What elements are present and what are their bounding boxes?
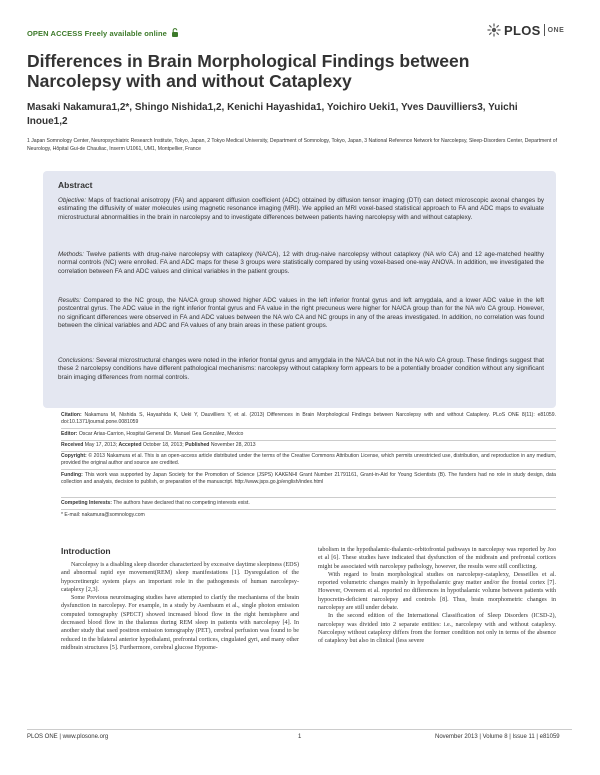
footer-divider (27, 729, 572, 730)
competing-interests (61, 500, 556, 507)
funding (61, 472, 556, 486)
accepted-label: Accepted (118, 442, 142, 448)
logo-sub: ONE (547, 26, 565, 34)
divider (61, 428, 556, 429)
citation (61, 412, 556, 426)
divider (61, 497, 556, 498)
published-label: Published (185, 442, 210, 448)
paragraph: tabolism in the hypothalamic-thalamic-orbitofrontal pathways in narcolepsy was reported by Joo et al [6]. These studies have indicated that dysfunction of the midbrain and prefrontal cortices might be associated with narcolepsy pathology, however, the results were still conflicting. (318, 547, 556, 570)
article-title: Differences in Brain Morphological Findings between Narcolepsy with and without Cataplexy (27, 51, 470, 91)
editor-label: Editor: (61, 431, 78, 437)
objective-text: Maps of fractional anisotropy (FA) and apparent diffusion coefficient (ADC) obtained by diffusion tensor imaging (DTI) can detect microscopic axonal changes by estimating the diffusivity of water molecules using magnetic resonance imaging (MRI). We applied an MRI voxel-based statistical approach to FA and ADC maps to evaluate microstructural abnormalities in the brain in narcolepsy and to investigate differences between patients having narcolepsy with and without cataplexy. (58, 197, 545, 221)
divider (61, 469, 556, 470)
conclusions-label: Conclusions: (58, 357, 95, 364)
abstract-results (58, 297, 544, 330)
open-access-banner (27, 28, 179, 38)
received-label: Received (61, 442, 84, 448)
abstract-objective (58, 197, 544, 222)
intro-heading: Introduction (61, 546, 111, 556)
footer-journal[interactable]: PLOS ONE | www.plosone.org (27, 734, 109, 740)
editor-text: Oscar Arias-Carrion, Hospital General Dr. Manuel Gea González, Mexico (78, 431, 244, 437)
results-label: Results: (58, 297, 81, 304)
methods-label: Methods: (58, 251, 84, 258)
logo-word: PLOS (504, 22, 541, 38)
abstract-box (43, 171, 556, 408)
open-lock-icon (171, 28, 179, 37)
divider (61, 440, 556, 441)
intro-right-column (318, 546, 556, 646)
abstract-methods (58, 251, 544, 276)
copyright-label: Copyright: (61, 453, 87, 459)
intro-left-column (61, 561, 299, 652)
affiliations: 1 Japan Somnology Center, Neuropsychiatric Research Institute, Tokyo, Japan, 2 Tokyo Medical University, Department of Somnology, Tokyo, Japan, 3 National Reference Network for Narcolepsy, Sleep-Disorders Center, Department of Neurology, Hôpital Gui-de Chauliac, Inserm U1061, UM1, Montpellier, France (27, 138, 558, 152)
conclusions-text: Several microstructural changes were noted in the inferior frontal gyrus and amygdala in the NA/CA but not in the NA w/o CA group. These findings suggest that these 2 narcolepsy conditions have different pathological mechanisms: narcolepsy without cataplexy form appears to be a potentially broader condition without any significant brain imaging differences from normal controls. (58, 357, 545, 381)
abstract-heading: Abstract (58, 180, 93, 190)
methods-text: Twelve patients with drug-naive narcolepsy with cataplexy (NA/CA), 12 with drug-naive narcolepsy without cataplexy (NA w/o CA) and 12 age-matched healthy normal controls (NC) were enrolled. FA and ADC maps for these 3 groups were statistically compared by using voxel-based one-way ANOVA. In addition, we investigated the correlation between FA and ADC values and clinical variables in the patient groups. (58, 251, 544, 275)
published-date: November 28, 2013 (210, 442, 256, 448)
author-list: Masaki Nakamura1,2*, Shingo Nishida1,2, Kenichi Hayashida1, Yoichiro Ueki1, Yves Dauvilliers3, Yuichi Inoue1,2 (27, 102, 518, 127)
citation-label: Citation: (61, 412, 82, 418)
objective-label: Objective: (58, 197, 86, 204)
editor (61, 431, 556, 438)
corresponding-email[interactable]: * E-mail: nakamura@somnology.com (61, 512, 145, 518)
paragraph: Some Previous neuroimaging studies have attempted to clarify the mechanisms of the brain dysfunction in narcolepsy. For example, in a study by Asenbaum et al., single photon emission computed tomography (SPECT) showed increased blood flow in the right hemisphere and decreased blood flow in the thalamus during REM sleep in patients with narcolepsy [4]. In another study that used positron emission tomography (PET), cerebral perfusion was found to be reduced in the bilateral anterior hypothalami, prefrontal cortices, cingulated gyri, and many other midbrain structures [5]. Furthermore, cerebral glucose Hypome- (61, 595, 299, 651)
page-number: 1 (298, 734, 302, 740)
funding-label: Funding: (61, 472, 83, 478)
funding-text: This work was supported by Japan Society for the Promotion of Science (JSPS) KAKENHI Grant Number 21791161, Grant-in-Aid for Young Scientists (B). The funders had no role in study design, data collection and analysis, decision to publish, or preparation of the manuscript. http://www.jsps.go.jp/english/index.html (61, 472, 556, 486)
competing-label: Competing Interests: (61, 500, 112, 506)
logo-divider (544, 24, 545, 36)
footer-issue: November 2013 | Volume 8 | Issue 11 | e81059 (435, 734, 560, 740)
plos-burst-icon (487, 23, 501, 37)
citation-text: Nakamura M, Nishida S, Hayashida K, Ueki Y, Dauvilliers Y, et al. (2013) Differences in Brain Morphological Findings between Narcolepsy with and without Cataplexy. PLoS ONE 8(11): e81059. doi:10.1371/journal.pone.0081059 (61, 412, 556, 426)
paragraph: In the second edition of the International Classification of Sleep Disorders (ICSD-2), narcolepsy was divided into 2 separate entities: i.e., narcolepsy with and without cataplexy. Narcolepsy without cataplexy differs from the former condition not only in terms of the absence of cataplexy but also in clinical (less severe (318, 613, 556, 645)
open-access-label: OPEN ACCESS Freely available online (27, 29, 167, 38)
divider (61, 509, 556, 510)
abstract-conclusions (58, 357, 544, 382)
paragraph: With regard to brain morphological studies on narcolepsy-cataplexy, Desseilles et al. reported volumetric changes mainly in hypothalamic gray matter and/or the frontal cortex [7]. However, Overeem et al. reported no differences in hypothalamic volume between patients with hypocretin-deficient narcolepsy and controls [8]. Thus, brain morphometric changes in narcolepsy are still under debate. (318, 571, 556, 612)
dates (61, 442, 556, 449)
paragraph: Narcolepsy is a disabling sleep disorder characterized by excessive daytime sleepiness (EDS) and abnormal rapid eye movement(REM) sleep manifestations [1]. Dysregulation of the hypocretinergic system plays an important role in the pathogenesis of human narcolepsy-cataplexy [2,3]. (61, 562, 299, 593)
plos-one-logo[interactable] (487, 22, 564, 38)
copyright (61, 453, 556, 467)
results-text: Compared to the NC group, the NA/CA group showed higher ADC values in the left inferior frontal gyrus and left amygdala, and a lower ADC value in the left postcentral gyrus. The ADC value in the right inferior frontal gyrus and FA value in the right precuneus were higher for NA/CA group than for the NA w/o CA group. However, no significant differences were observed in FA and ADC values between the NA w/o CA and NC groups in any of the areas investigated. In addition, no correlation was found between the clinical variables and ADC and FA values of any brain areas in these patient groups. (58, 297, 545, 329)
received-date: May 17, 2013; (84, 442, 118, 448)
competing-text: The authors have declared that no competing interests exist. (113, 500, 250, 506)
accepted-date: October 18, 2013; (142, 442, 184, 448)
divider (61, 451, 556, 452)
copyright-text: © 2013 Nakamura et al. This is an open-access article distributed under the terms of the Creative Commons Attribution License, which permits unrestricted use, distribution, and reproduction in any medium, provided the original author and source are credited. (61, 453, 556, 467)
